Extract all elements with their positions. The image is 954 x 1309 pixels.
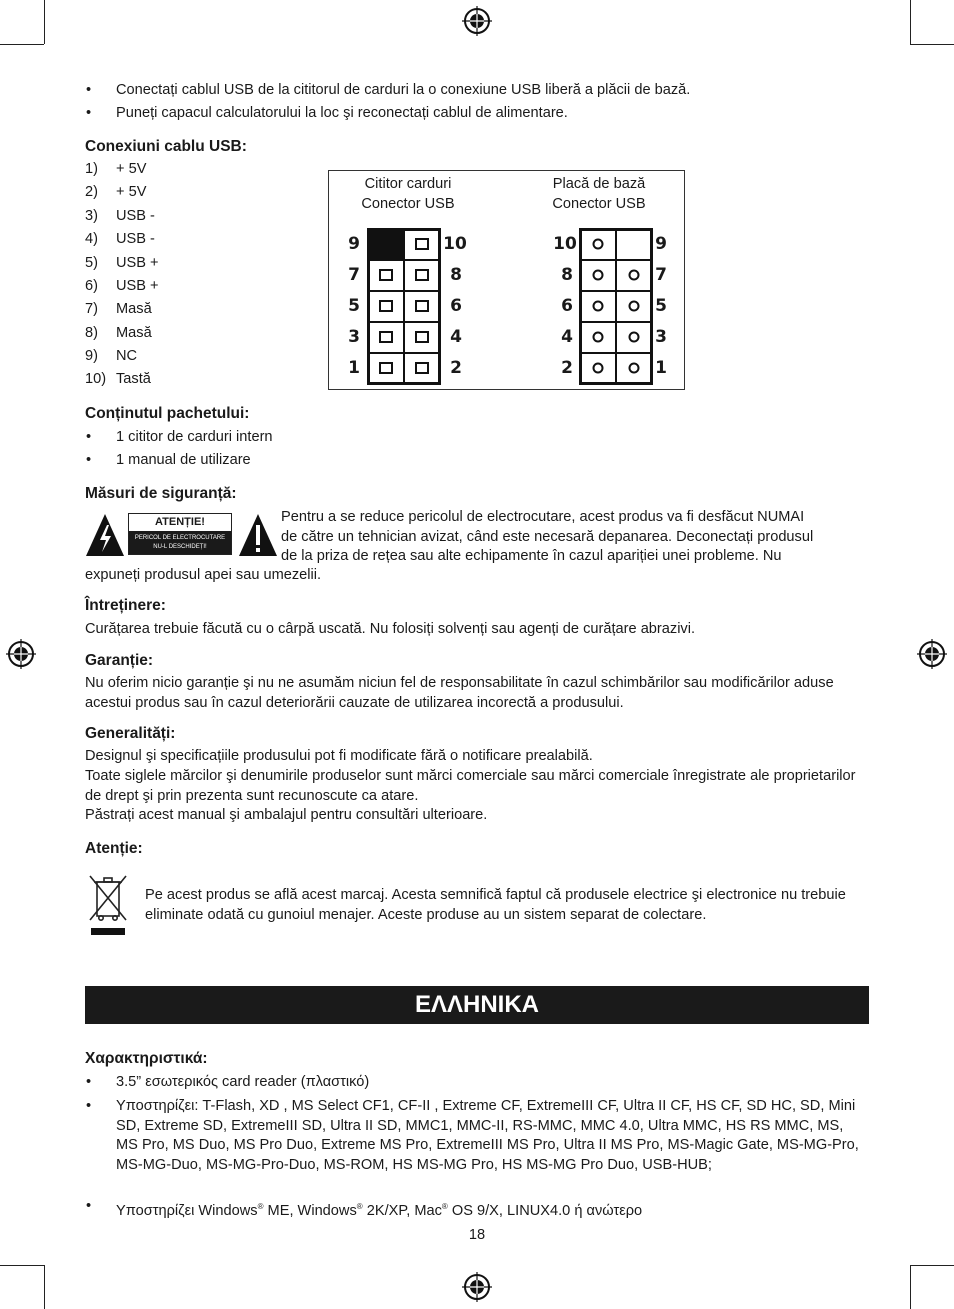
general-text: Designul şi specificațiile produsului pot fi modificate fără o notificare prealabilă. Toate siglele mărcilor şi denumirile produselor sunt mărci comerciale sau mărci comerciale înregistrate ale proprietarilor de drept şi prin prezenta sunt recunoscute ca atare. Păstrați acest manual şi ambalajul pentru consultări ulterioare. [85, 748, 856, 824]
crop-mark [910, 1265, 954, 1266]
list-item: 5) USB + [85, 255, 159, 271]
list-item: 10) Tastă [85, 371, 151, 387]
list-item: • Υποστηρίζει: T-Flash, XD , MS Select CF1, CF-II , Extreme CF, ExtremeIII CF, Ultra II CF, HS CF, SD HC, SD, Mini SD, Extreme SD, ExtremeIII SD, Ultra II SD, MMC1, MMC-II, RS-MMC, MMC 4.0, Ultra MMC, HS RS MMC, MS, MS Pro, MS Duo, MS Pro Duo, Extreme MS Pro, ExtremeIII MS Pro, Ultra II MS Pro, MS-Magic Gate, MS-MG-Pro, MS-MG-Duo, MS-MG-Pro-Duo, MS-ROM, HS MS-MG Pro, HS MS-MG Pro Duo, USB-HUB; [86, 1098, 859, 1173]
list-item: • 3.5” εσωτερικός card reader (πλαστικό) [86, 1074, 370, 1090]
pin-number: 6 [561, 296, 573, 316]
maintenance-text: Curățarea trebuie făcută cu o cârpă uscată. Nu folosiți solvenți sau agenți de curățare abrazivi. [85, 621, 696, 637]
list-item: 9) NC [85, 348, 138, 364]
pin-number: 10 [443, 234, 467, 254]
language-banner: ΕΛΛΗΝΙΚΑ [85, 986, 869, 1024]
pin-number: 10 [553, 234, 577, 254]
warning-label: ATENȚIE! PERICOL DE ELECTROCUTARE NU-L DESCHIDEȚI! [128, 513, 232, 555]
section-heading: Măsuri de siguranță: [85, 485, 237, 502]
section-heading: Întreținere: [85, 597, 166, 614]
safety-text: Pentru a se reduce pericolul de electrocutare, acest produs va fi desfăcut NUMAI de către un tehnician avizat, când este necesară depanarea. Deconectați produsul de la priza de rețea sau alte echipamente în cazul apariției unei probleme. Nu [281, 509, 814, 565]
crop-mark [910, 1265, 911, 1309]
pin-number: 5 [655, 296, 667, 316]
crop-mark [44, 0, 45, 44]
list-item: 6) USB + [85, 278, 159, 294]
list-item: 3) USB - [85, 208, 155, 224]
pin-number: 4 [561, 327, 573, 347]
list-item: 1) + 5V [85, 161, 147, 177]
list-item: 8) Masă [85, 325, 152, 341]
registration-mark-icon [6, 639, 36, 669]
section-heading: Conținutul pachetului: [85, 405, 250, 422]
section-heading: Generalități: [85, 725, 176, 742]
diagram-caption-left: Cititor carduri Conector USB [361, 176, 455, 212]
list-item: 2) + 5V [85, 184, 147, 200]
crop-mark [0, 44, 44, 45]
section-heading: Garanție: [85, 652, 154, 669]
pin-number: 1 [655, 358, 667, 378]
registration-mark-icon [462, 6, 492, 36]
list-item: 7) Masă [85, 301, 152, 317]
attention-text: Pe acest produs se află acest marcaj. Acesta semnifică faptul că produsele electrice şi electronice nu trebuie eliminate odată cu gunoiul menajer. Aceste produse au un sistem separat de colectare. [145, 887, 846, 923]
usb-pin-diagram [328, 170, 685, 390]
card-reader-connector-icon [367, 228, 441, 385]
warranty-text: Nu oferim nicio garanție şi nu ne asumăm niciun fel de responsabilitate în cazul schimbărilor sau modificărilor aduse acestui produs sau în cazul deteriorării cauzate de utilizarea incorectă a produsului. [85, 675, 834, 711]
pin-number: 7 [655, 265, 667, 285]
list-item: • Puneți capacul calculatorului la loc şi reconectați cablul de alimentare. [86, 105, 568, 121]
pin-number: 6 [450, 296, 462, 316]
motherboard-connector-icon [579, 228, 653, 385]
registration-mark-icon [462, 1272, 492, 1302]
crop-mark [910, 0, 911, 44]
pin-number: 5 [348, 296, 360, 316]
registration-mark-icon [917, 639, 947, 669]
pin-number: 9 [348, 234, 360, 254]
section-heading: Χαρακτηριστικά: [85, 1050, 208, 1067]
list-item: • Υποστηρίζει Windows® ME, Windows® 2K/XP, Mac® OS 9/X, LINUX4.0 ή ανώτερο [86, 1198, 643, 1219]
list-item: • 1 cititor de carduri intern [86, 429, 273, 445]
section-heading: Conexiuni cablu USB: [85, 138, 247, 155]
safety-text-continued: expuneți produsul apei sau umezelii. [85, 567, 322, 583]
pin-number: 7 [348, 265, 360, 285]
diagram-caption-right: Placă de bază Conector USB [552, 176, 646, 212]
section-heading: Atenție: [85, 840, 143, 857]
pin-number: 3 [348, 327, 360, 347]
pin-number: 9 [655, 234, 667, 254]
pin-number: 8 [561, 265, 573, 285]
pin-number: 2 [561, 358, 573, 378]
crop-mark [910, 44, 954, 45]
list-item: • 1 manual de utilizare [86, 452, 251, 468]
page-number: 18 [468, 1227, 486, 1243]
pin-number: 4 [450, 327, 462, 347]
crop-mark [44, 1265, 45, 1309]
pin-number: 8 [450, 265, 462, 285]
pin-number: 1 [348, 358, 360, 378]
list-item: 4) USB - [85, 231, 155, 247]
pin-number: 3 [655, 327, 667, 347]
weee-bin-icon [88, 874, 128, 936]
electric-hazard-icon [85, 513, 125, 557]
list-item: • Conectați cablul USB de la cititorul de carduri la o conexiune USB liberă a plăcii de bază. [86, 82, 691, 98]
crop-mark [0, 1265, 44, 1266]
pin-number: 2 [450, 358, 462, 378]
exclamation-warning-icon [238, 513, 278, 557]
